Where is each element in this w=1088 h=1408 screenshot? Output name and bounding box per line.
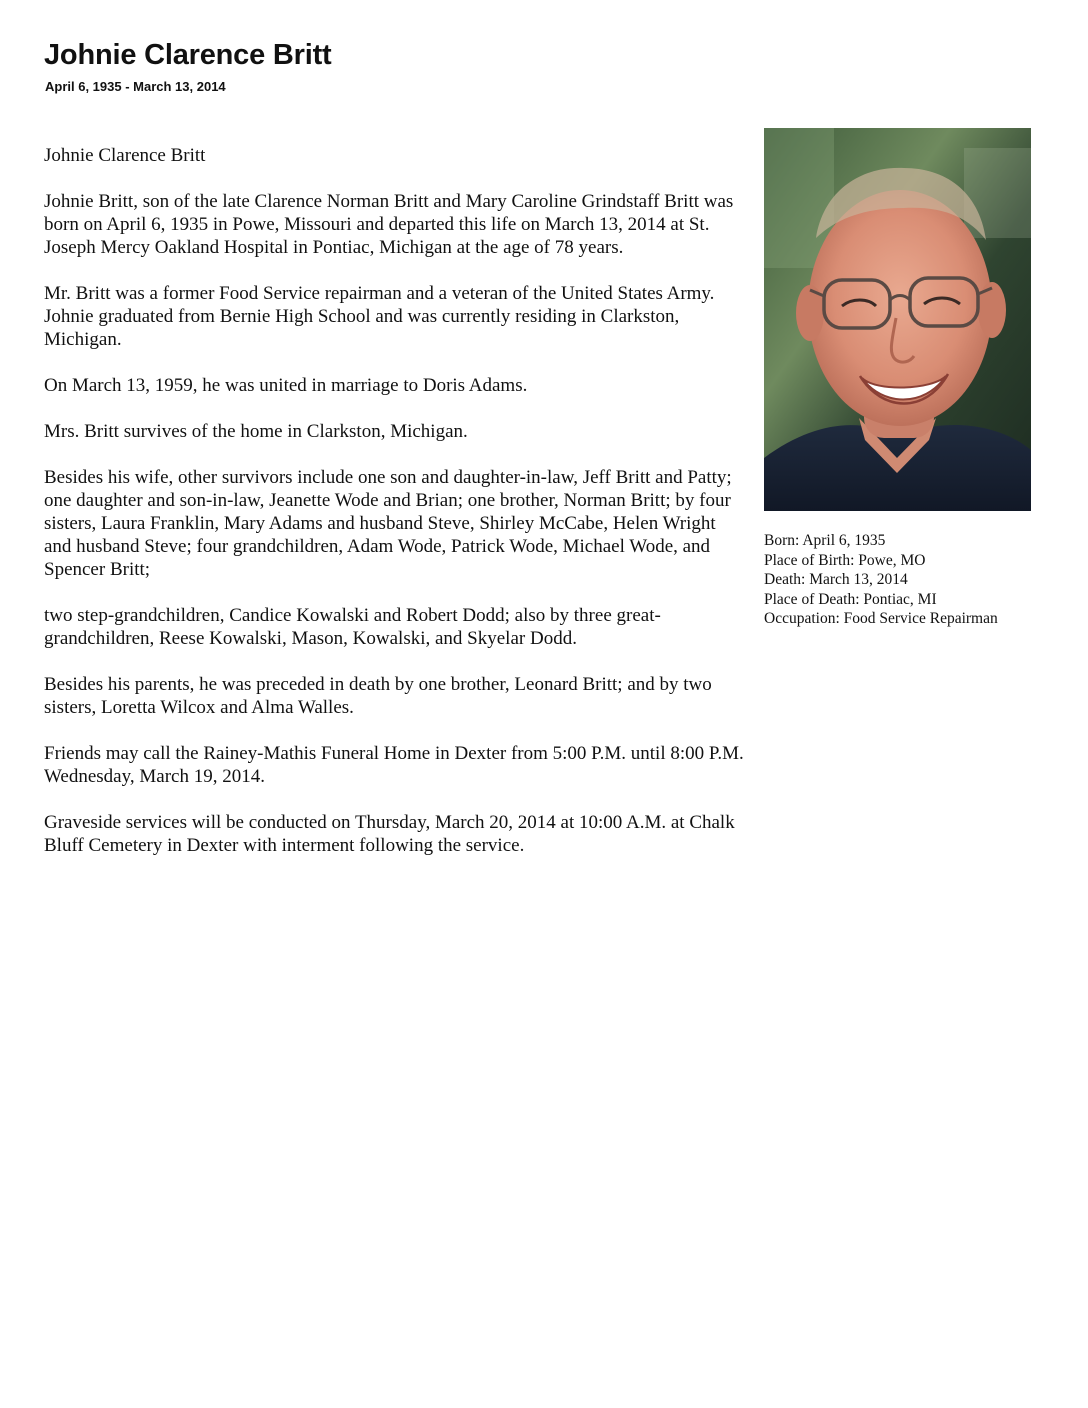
obituary-paragraph-survivors: Besides his wife, other survivors include one son and daughter-in-law, Jeff Britt and Patty; one daughter and son-in-law, Jeanette Wode and Brian; one brother, Norman Britt; by four sisters, Laura Franklin, Mary Adams and husband Steve, Shirley McCabe, Helen Wright and husband Steve; four grandchildren, Adam Wode, Patrick Wode, Michael Wode, and Spencer Britt;	[44, 467, 732, 580]
portrait-photo	[764, 128, 1031, 511]
obituary-paragraph-preceded: Besides his parents, he was preceded in death by one brother, Leonard Britt; and by two sisters, Loretta Wilcox and Alma Walles.	[44, 674, 712, 718]
obituary-paragraph-career: Mr. Britt was a former Food Service repairman and a veteran of the United States Army. Johnie graduated from Bernie High School and was currently residing in Clarkston, Michigan.	[44, 283, 715, 350]
obituary-paragraph-birth-death: Johnie Britt, son of the late Clarence Norman Britt and Mary Caroline Grindstaff Britt was born on April 6, 1935 in Powe, Missouri and departed this life on March 13, 2014 at St. Joseph Mercy Oakland Hospital in Pontiac, Michigan at the age of 78 years.	[44, 191, 734, 258]
obituary-paragraph-services: Graveside services will be conducted on Thursday, March 20, 2014 at 10:00 A.M. at Chalk Bluff Cemetery in Dexter with interment following the service.	[44, 812, 735, 856]
obituary-paragraph-visitation: Friends may call the Rainey-Mathis Funeral Home in Dexter from 5:00 P.M. until 8:00 P.M. Wednesday, March 19, 2014.	[44, 743, 744, 787]
fact-place-of-birth: Place of Birth: Powe, MO	[764, 551, 926, 569]
fact-death: Death: March 13, 2014	[764, 571, 908, 588]
obituary-paragraph-spouse: Mrs. Britt survives of the home in Clarkston, Michigan.	[44, 421, 468, 442]
obituary-name-line: Johnie Clarence Britt	[44, 145, 206, 166]
fact-born: Born: April 6, 1935	[764, 532, 886, 549]
vital-facts	[764, 531, 1064, 629]
life-dates: April 6, 1935 - March 13, 2014	[45, 79, 226, 94]
fact-occupation: Occupation: Food Service Repairman	[764, 610, 998, 627]
obituary-paragraph-step-grandchildren: two step-grandchildren, Candice Kowalski and Robert Dodd; also by three great-grandchildren, Reese Kowalski, Mason, Kowalski, and Skyelar Dodd.	[44, 605, 661, 649]
obituary-body	[44, 144, 744, 880]
obituary-paragraph-marriage: On March 13, 1959, he was united in marriage to Doris Adams.	[44, 375, 528, 396]
page-title: Johnie Clarence Britt	[44, 39, 332, 71]
fact-place-of-death: Place of Death: Pontiac, MI	[764, 590, 937, 608]
